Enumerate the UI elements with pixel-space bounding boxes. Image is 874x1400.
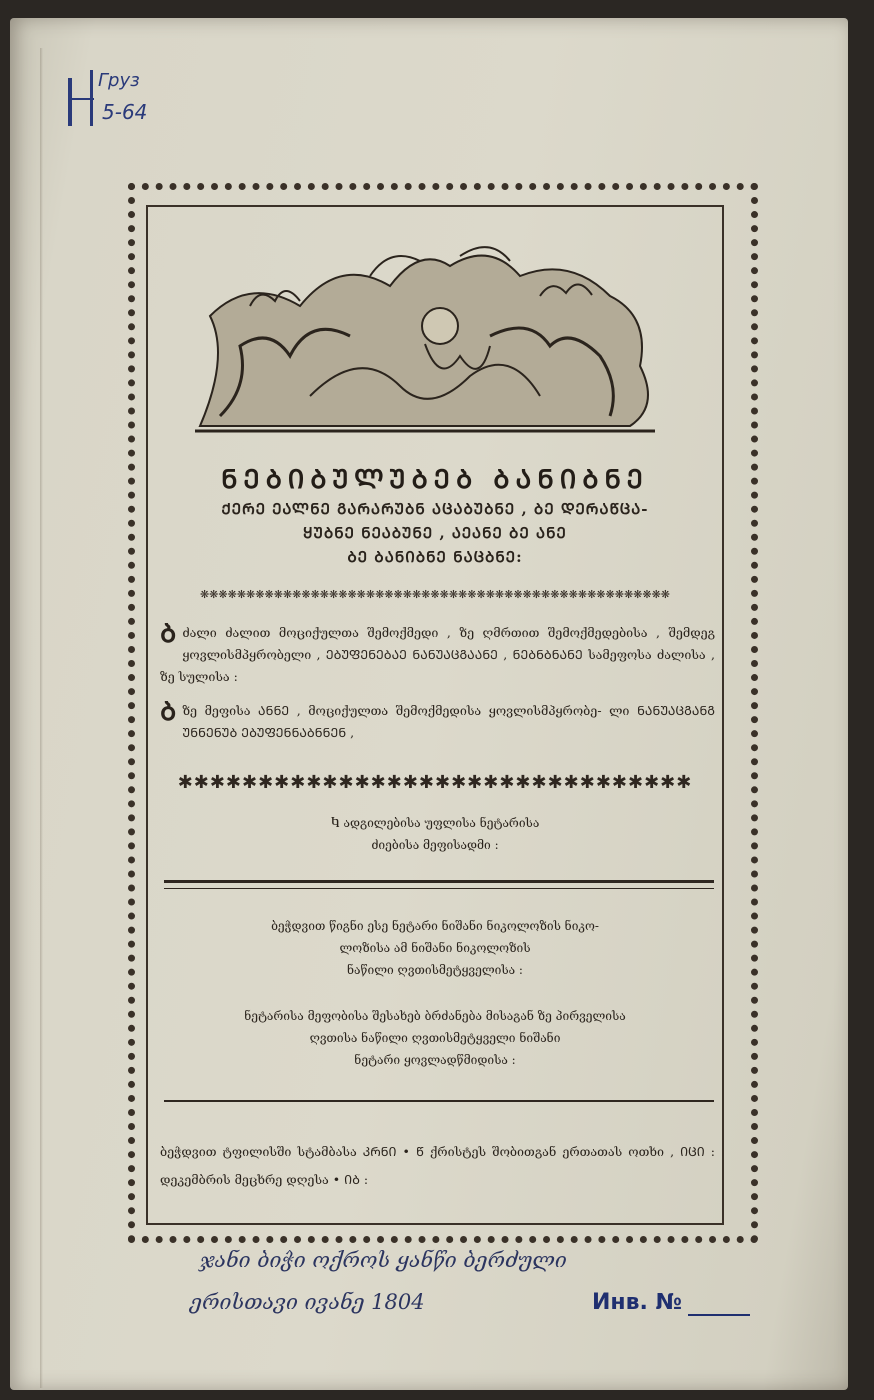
document-title: ᲜᲔᲑᲘᲑᲣᲚᲣᲑᲔᲑ ᲑᲐᲜᲘᲑᲜᲔ [221, 465, 649, 495]
handwritten-note-2: ერისთავი ივანე 1804 [190, 1290, 425, 1314]
page-fold [40, 48, 43, 1388]
double-rule-thin [164, 888, 714, 889]
star-divider-2: ✱✱✱✱✱✱✱✱✱✱✱✱✱✱✱✱✱✱✱✱✱✱✱✱✱✱✱✱✱✱✱✱ [177, 772, 693, 793]
text-line: ნაწილი ღვთისმეტყველისა : [347, 963, 523, 977]
double-rule [164, 880, 714, 883]
drop-cap: Ბ [160, 697, 177, 727]
paragraph-1 [160, 619, 715, 688]
paragraph-text: ძალი ძალით მოციქულთა შემოქმედი , ზე ღმრთით შემოქმედებისა , შემდეგ ყოვლისმპყრობელი , ᲔᲑᲣᲤᲔᲜᲔᲑᲐᲔ ᲜᲐᲜᲣᲐᲪᲒᲐᲐᲜᲔ , ᲜᲔᲑᲜᲑᲜᲐᲜᲔ სამეფოსა ძალისა , ზე სულისა : [160, 625, 715, 684]
text-block-3 [160, 1005, 710, 1071]
text-line: ნეტარისა მეფობისა შესახებ ბრძანება მისაგან ზე პირველისა [244, 1009, 626, 1023]
text-line: ლოზისა ამ ნიშანი ნიკოლოზის [339, 941, 531, 955]
paragraph-2 [160, 697, 715, 744]
text-line: ბეჭდვით წიგნი ესე ნეტარი ნიშანი ნიკოლოზის ნიკო- [271, 919, 599, 933]
text-line: Ⴉ ადგილებისა უფლისა ნეტარისა [330, 816, 540, 830]
star-divider-1: ❋❋❋❋❋❋❋❋❋❋❋❋❋❋❋❋❋❋❋❋❋❋❋❋❋❋❋❋❋❋❋❋❋❋❋❋❋❋❋❋❋❋❋❋❋❋❋❋❋❋❋ [199, 588, 671, 601]
handwritten-note-1: ჯანი ბიჭი ოქროს ყანწი ბერძული [200, 1248, 567, 1272]
text-block-1 [160, 812, 710, 856]
subtitle-line: ᲧᲣᲑᲜᲔ ᲜᲔᲐᲑᲣᲜᲔ , ᲐᲔᲐᲜᲔ ᲑᲔ ᲐᲜᲔ [303, 524, 567, 542]
text-line: ნეტარი ყოვლადწმიდისა : [354, 1053, 516, 1067]
rule [164, 1100, 714, 1102]
subtitle-line: ᲥᲔᲠᲔ ᲔᲐᲚᲜᲔ ᲒᲐᲠᲐᲠᲣᲑᲜ ᲐᲪᲐᲑᲣᲑᲜᲔ , ᲑᲔ ᲓᲔᲠᲐᲬᲪᲐ- [221, 500, 649, 518]
text-line: ღვთისა ნაწილი ღვთისმეტყველი ნიშანი [309, 1031, 561, 1045]
subtitle-line: ᲑᲔ ᲑᲐᲜᲘᲑᲜᲔ ᲜᲐᲪᲑᲜᲔ: [347, 548, 523, 566]
inventory-stamp: Инв. № [592, 1290, 683, 1315]
imprint: ბეჭდვით ტფილისში სტამბასა ᲙᲠᲜᲘ • Წ ქრისტეს შობითგან ერთათას ოთხი , ᲘᲪᲘ : დეკემბრის მეცხრე დღესა • ᲘᲑ : [160, 1144, 715, 1187]
shelfmark-line-1: Груз [98, 70, 140, 91]
text-block-2 [160, 915, 710, 981]
headpiece-vignette [190, 236, 660, 446]
subtitle [160, 497, 710, 569]
paragraph-text: ზე მეფისა ᲐᲜᲜᲔ , მოციქულთა შემოქმედისა ყოვლისმპყრობე- ლი ᲜᲐᲜᲣᲐᲪᲒᲐᲜᲒ ᲣᲜᲜᲔᲜᲣᲑ ᲔᲑᲣᲤᲔᲜᲜᲐᲑᲜᲜᲔᲜ , [182, 703, 715, 740]
shelfmark-line-2: 5-64 [102, 100, 148, 124]
inventory-stamp-line [688, 1314, 750, 1316]
drop-cap: Ბ [160, 619, 177, 649]
text-line: ძიებისა მეფისადმი : [371, 838, 499, 852]
shelfmark [68, 70, 178, 130]
